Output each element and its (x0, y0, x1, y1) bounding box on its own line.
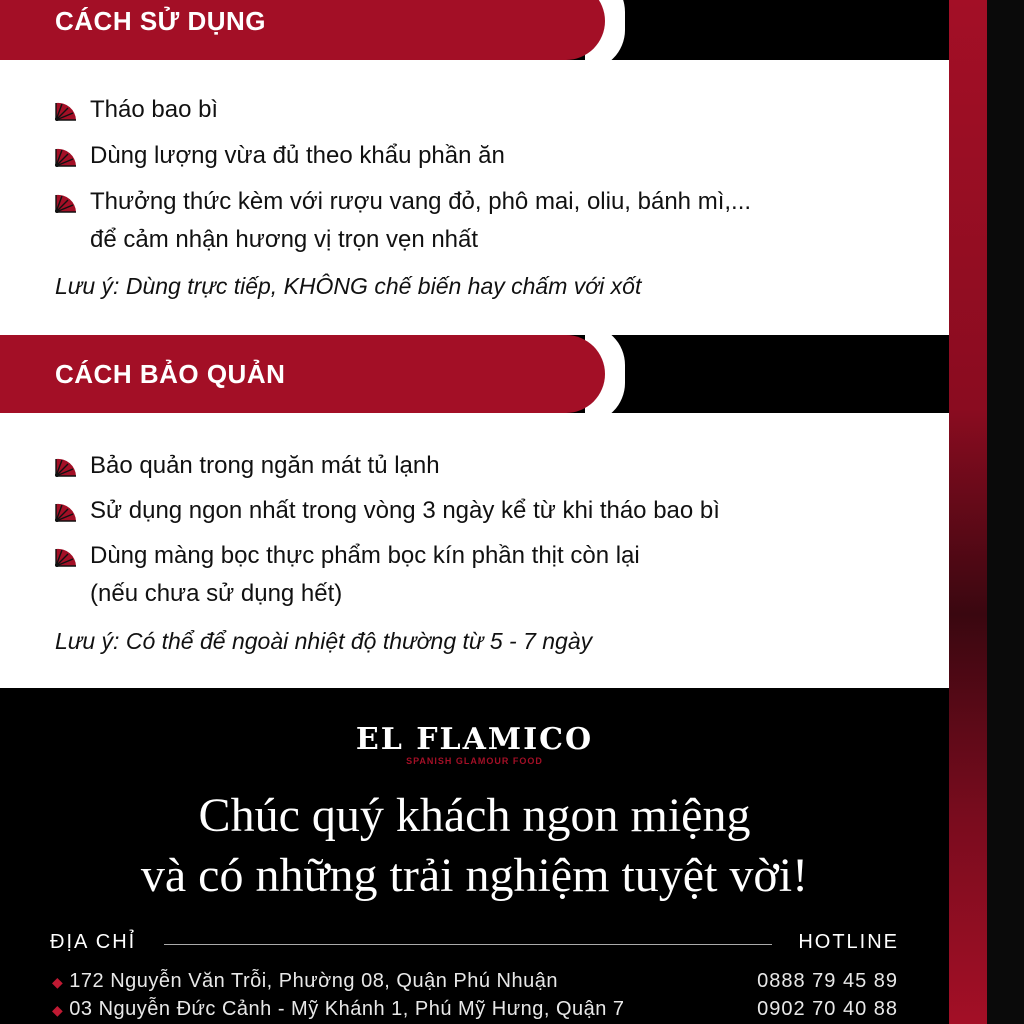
wish-line-1: Chúc quý khách ngon miệng (198, 789, 751, 842)
brand-tagline: SPANISH GLAMOUR FOOD (406, 756, 543, 766)
diamond-icon: ◆ (52, 1002, 64, 1018)
usage-header (0, 0, 949, 60)
wish-line-2: và có những trải nghiệm tuyệt vời! (140, 849, 809, 902)
address-item (52, 970, 558, 993)
diamond-icon: ◆ (52, 974, 64, 990)
storage-note: Lưu ý: Có thể để ngoài nhiệt độ thường từ 5 - 7 ngày (55, 628, 593, 654)
hand-fan-icon (54, 146, 78, 168)
decorative-side-stripe (949, 0, 1024, 1024)
address-text: 03 Nguyễn Đức Cảnh - Mỹ Khánh 1, Phú Mỹ Hưng, Quận 7 (69, 998, 625, 1020)
storage-title: CÁCH BẢO QUẢN (55, 359, 286, 389)
hand-fan-icon (54, 192, 78, 214)
hotline-number[interactable]: 0888 79 45 89 (757, 970, 898, 992)
storage-list (54, 447, 720, 613)
storage-item-3-line2: (nếu chưa sử dụng hết) (90, 580, 343, 607)
list-item (54, 537, 720, 613)
address-label: ĐỊA CHỈ (50, 931, 137, 953)
hand-fan-icon (54, 100, 78, 122)
hotline-label: HOTLINE (798, 931, 899, 953)
usage-item-1: Tháo bao bì (90, 96, 219, 123)
divider (164, 944, 772, 945)
usage-item-3-line2: để cảm nhận hương vị trọn vẹn nhất (90, 226, 479, 253)
list-item (54, 91, 751, 137)
usage-item-3-line1: Thưởng thức kèm với rượu vang đỏ, phô mai, oliu, bánh mì,... (90, 188, 752, 215)
list-item (54, 447, 720, 492)
usage-title: CÁCH SỬ DỤNG (55, 6, 267, 36)
list-item (54, 492, 720, 537)
storage-item-1: Bảo quản trong ngăn mát tủ lạnh (90, 452, 440, 479)
address-item (52, 998, 625, 1021)
usage-item-2: Dùng lượng vừa đủ theo khẩu phần ăn (90, 142, 505, 169)
hand-fan-icon (54, 456, 78, 478)
hotline-number[interactable]: 0902 70 40 88 (757, 998, 898, 1020)
list-item (54, 137, 751, 183)
hand-fan-icon (54, 546, 78, 568)
footer (0, 688, 949, 1024)
hand-fan-icon (54, 501, 78, 523)
storage-header (0, 335, 949, 413)
address-text: 172 Nguyễn Văn Trỗi, Phường 08, Quận Phú Nhuận (69, 970, 558, 992)
storage-item-2: Sử dụng ngon nhất trong vòng 3 ngày kể từ khi tháo bao bì (90, 497, 720, 524)
usage-note: Lưu ý: Dùng trực tiếp, KHÔNG chế biến hay chấm với xốt (55, 273, 642, 299)
usage-list (54, 91, 751, 259)
brand-logo: EL FLAMICO (355, 722, 594, 757)
storage-item-3-line1: Dùng màng bọc thực phẩm bọc kín phần thịt còn lại (90, 542, 640, 569)
list-item (54, 183, 751, 259)
